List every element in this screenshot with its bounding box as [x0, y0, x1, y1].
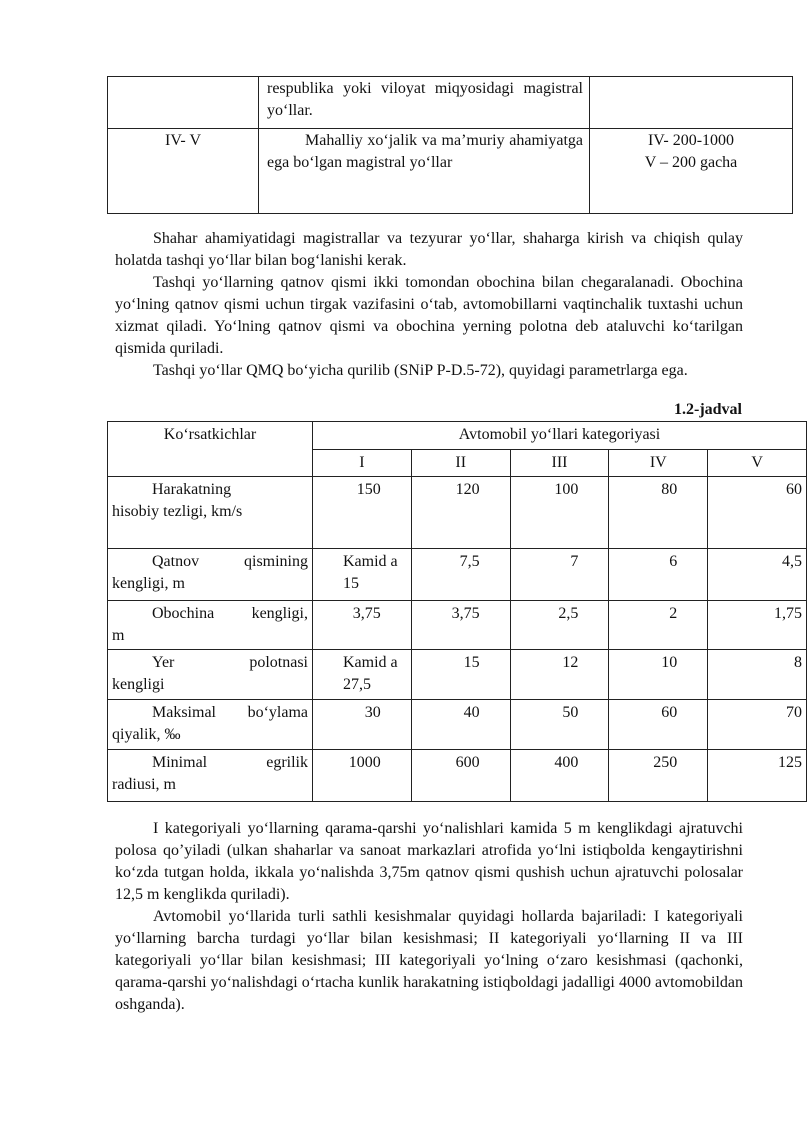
- value-cell: 50: [510, 700, 609, 750]
- value-cell: 2,5: [510, 601, 609, 650]
- value-cell: 70: [708, 700, 807, 750]
- parameter-name-line: kengligi, m: [112, 575, 185, 592]
- body-text-1: [115, 228, 743, 382]
- category-header: V: [708, 450, 807, 477]
- table-row: [108, 700, 807, 750]
- category-header: III: [510, 450, 609, 477]
- value-cell: 100: [510, 477, 609, 549]
- parameter-name-line: Minimal egrilik: [152, 754, 308, 771]
- paragraph: I kategoriyali yo‘llarning qarama-qarshi yo‘nalishlari kamida 5 m kenglikdagi ajratuvchi polosa qo’yiladi (ulkan shaharlar va sanoat markazlari atrofida yo‘lni istiqbolda kengaytirishni ko‘zda tutgan holda, ikkala yo‘nalishda 3,75m qatnov qismi qushish uchun ajratuvchi polosalar 12,5 m kenglikda quriladi).: [115, 820, 743, 903]
- parameter-name: [108, 700, 313, 750]
- parameter-name-line: qiyalik, ‰: [112, 726, 181, 743]
- table-caption: 1.2-jadval: [674, 401, 742, 418]
- parameter-name: [108, 601, 313, 650]
- value-cell: 15: [411, 650, 510, 700]
- paragraph: Shahar ahamiyatidagi magistrallar va tezyurar yo‘llar, shaharga kirish va chiqish qulay holatda tashqi yo‘llar bilan bog‘lanishi kerak.: [115, 230, 743, 269]
- column-group-header: Avtomobil yo‘llari kategoriyasi: [313, 422, 807, 450]
- value-cell: 2: [609, 601, 708, 650]
- value-cell: 120: [411, 477, 510, 549]
- category-header: II: [411, 450, 510, 477]
- value-cell: 30: [313, 700, 412, 750]
- parameter-name-line: Qatnov qismining: [152, 553, 308, 570]
- value-cell: 10: [609, 650, 708, 700]
- parameter-name-line: Harakatning: [152, 481, 232, 498]
- column-header: Ko‘rsatkichlar: [108, 422, 313, 477]
- value-cell: 250: [609, 750, 708, 802]
- category-header: I: [313, 450, 412, 477]
- table-row: [108, 650, 807, 700]
- value-cell: 6: [609, 549, 708, 601]
- value-cell: 1000: [313, 750, 412, 802]
- value-cell: 80: [609, 477, 708, 549]
- value-cell: 7: [510, 549, 609, 601]
- body-text-2: [115, 818, 743, 1016]
- parameter-name: [108, 750, 313, 802]
- table-header-row: [108, 422, 807, 450]
- value-cell: 8: [708, 650, 807, 700]
- parameter-name-line: Obochina kengligi,: [152, 605, 308, 622]
- road-class-table-continuation: [107, 76, 793, 214]
- category-header: IV: [609, 450, 708, 477]
- table-row: [108, 477, 807, 549]
- parameter-name-line: Yer polotnasi: [152, 654, 308, 671]
- value-cell: 40: [411, 700, 510, 750]
- value-cell: 400: [510, 750, 609, 802]
- class-cell: [108, 77, 259, 129]
- value-cell: Kamid a 27,5: [313, 650, 412, 700]
- value-cell: 60: [609, 700, 708, 750]
- table-row: [108, 77, 793, 129]
- value-cell: 7,5: [411, 549, 510, 601]
- traffic-line: V – 200 gacha: [644, 154, 738, 171]
- value-cell: 4,5: [708, 549, 807, 601]
- traffic-cell: [590, 77, 793, 129]
- parameter-name-line: hisobiy tezligi, km/s: [112, 503, 243, 520]
- road-parameters-table: [107, 421, 807, 802]
- parameter-name: [108, 549, 313, 601]
- value-cell: 125: [708, 750, 807, 802]
- parameter-name-line: radiusi, m: [112, 776, 176, 793]
- paragraph: Tashqi yo‘llarning qatnov qismi ikki tomondan obochina bilan chegaralanadi. Obochina yo‘lning qatnov qismi uchun tirgak vazifasini o‘tab, avtomobillarni vaqtinchalik tuxtashi uchun xizmat qiladi. Yo‘lning qatnov qismi va obochina yerning polotna deb ataluvchi ko‘tarilgan qismida quriladi.: [115, 274, 743, 357]
- description-cell: respublika yoki viloyat miqyosidagi magistral yo‘llar.: [259, 77, 590, 129]
- parameter-name-line: m: [112, 627, 125, 644]
- value-cell: 60: [708, 477, 807, 549]
- class-cell: IV- V: [108, 129, 259, 214]
- table-row: [108, 549, 807, 601]
- table-row: [108, 129, 793, 214]
- value-cell: 600: [411, 750, 510, 802]
- value-cell: Kamid a 15: [313, 549, 412, 601]
- parameter-name-line: Maksimal bo‘ylama: [152, 704, 308, 721]
- value-cell: 1,75: [708, 601, 807, 650]
- paragraph: Avtomobil yo‘llarida turli sathli kesishmalar quyidagi hollarda bajariladi: I kategoriyali yo‘llarning barcha turdagi yo‘llar bilan kesishmasi; II kategoriyali yo‘llarning II va III kategoriyali yo‘llar bilan kesishmasi; III kategoriyali yo‘lning o‘zaro kesishmasi (qachonki, qarama-qarshi yo‘nalishdagi o‘rtacha kunlik harakatning istiqboldagi jadalligi 4000 avtomobildan oshganda).: [115, 908, 743, 1013]
- parameter-name: [108, 477, 313, 549]
- description-cell: [259, 129, 590, 214]
- table-row: [108, 601, 807, 650]
- value-cell: 3,75: [313, 601, 412, 650]
- parameter-name-line: kengligi: [112, 676, 165, 693]
- value-cell: 150: [313, 477, 412, 549]
- value-cell: 3,75: [411, 601, 510, 650]
- table-row: [108, 750, 807, 802]
- parameter-name: [108, 650, 313, 700]
- value-cell: 12: [510, 650, 609, 700]
- paragraph: Tashqi yo‘llar QMQ bo‘yicha qurilib (SNiP P-D.5-72), quyidagi parametrlarga ega.: [153, 362, 688, 379]
- traffic-line: IV- 200-1000: [647, 132, 735, 149]
- description-text: Mahalliy xo‘jalik va ma’muriy ahamiyatga ega bo‘lgan magistral yo‘llar: [267, 132, 583, 171]
- traffic-cell: [590, 129, 793, 214]
